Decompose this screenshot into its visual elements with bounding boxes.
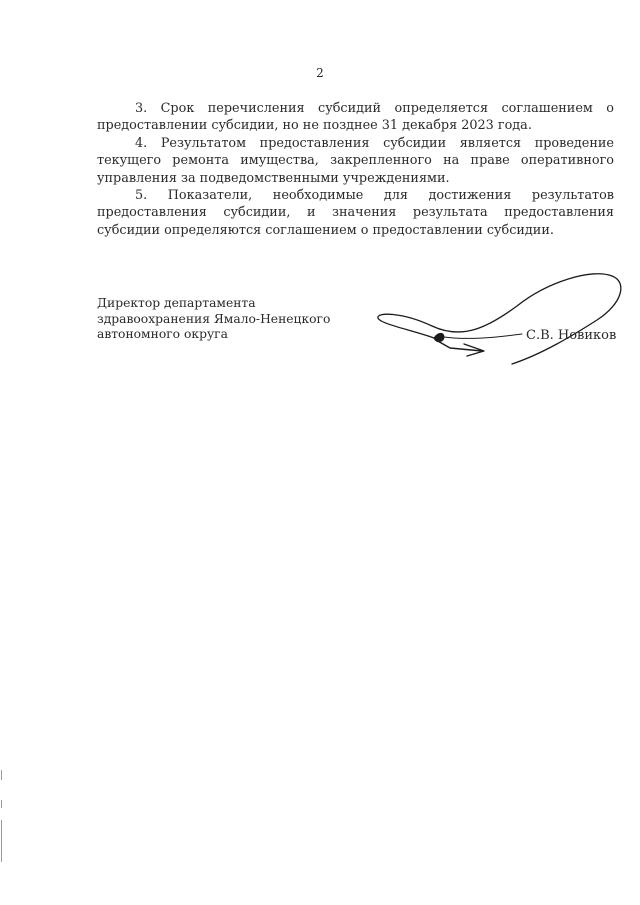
scan-edge-mark: [1, 820, 2, 862]
signatory-position-line-1: Директор департамента: [97, 296, 256, 310]
document-body: [97, 100, 614, 239]
scan-edge-mark: [1, 800, 2, 808]
page-number: 2: [316, 66, 324, 80]
signatory-position-line-2: здравоохранения Ямало-Ненецкого: [97, 311, 331, 326]
paragraph-4: 4. Результатом предоставления субсидии является проведение текущего ремонта имущества, закрепленного на праве оперативного управления за подведомственными учреждениями.: [97, 135, 614, 186]
scan-edge-mark: [1, 770, 2, 780]
signatory-position-line-3: автономного округа: [97, 327, 228, 342]
paragraph-5: 5. Показатели, необходимые для достижения результатов предоставления субсидии, и значения результата предоставления субсидии определяются соглашением о предоставлении субсидии.: [97, 188, 614, 238]
signatory-name: С.В. Новиков: [526, 328, 617, 343]
paragraph-3: 3. Срок перечисления субсидий определяется соглашением о предоставлении субсидии, но не позднее 31 декабря 2023 года.: [97, 101, 614, 134]
signatory-position: [97, 296, 357, 343]
handwritten-signature-icon: [372, 268, 630, 368]
